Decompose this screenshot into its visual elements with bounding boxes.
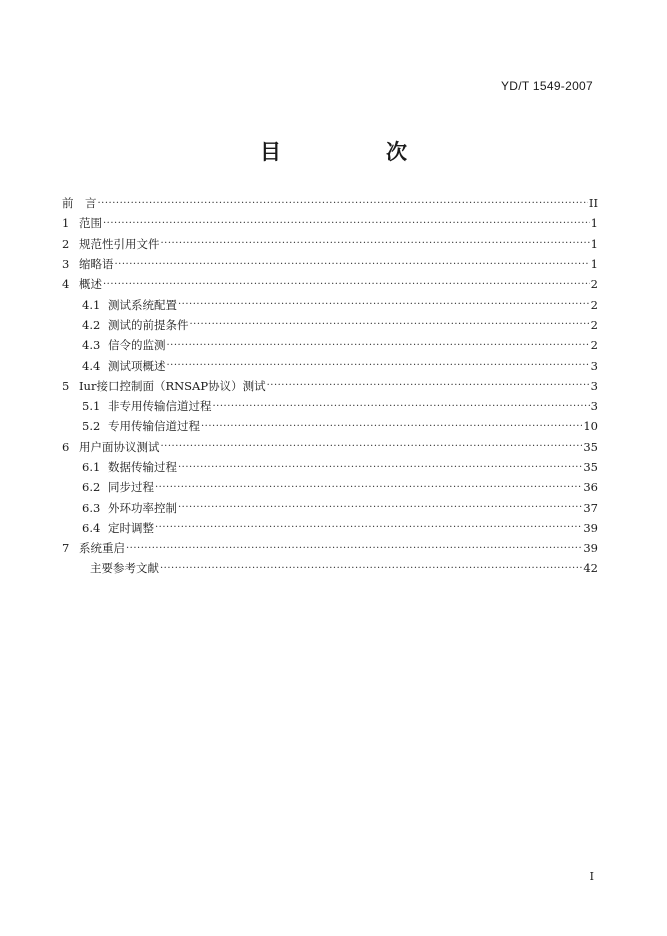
toc-entry-page: 1 [590,216,598,231]
dot-leader [178,502,582,513]
document-code: YD/T 1549-2007 [500,79,593,93]
toc-entry-number: 7 [62,541,70,556]
toc-entry-number: 4 [62,277,70,292]
page-title: 目 次 [260,140,449,164]
dot-leader [160,563,582,574]
dot-leader [103,279,590,290]
toc-entry-title: 非专用传输信道过程 [108,399,212,414]
toc-entry-number: 4.4 [82,358,101,373]
dot-leader [167,340,590,351]
toc-entry-page: 2 [590,317,598,332]
toc-entry-number: 4.3 [82,338,101,353]
toc-entry-title: 范围 [79,216,102,231]
toc-entry-title: 规范性引用文件 [79,236,160,251]
toc-entry[interactable] [62,437,598,457]
dot-leader [201,421,582,432]
toc-entry-number: 3 [62,257,70,272]
toc-entry-title: 主要参考文献 [90,561,159,576]
toc-entry[interactable] [62,376,598,396]
dot-leader [267,380,590,391]
toc-entry-number: 5.1 [82,399,101,414]
toc-entry-page: II [588,196,598,211]
toc-entry-page: 3 [590,358,598,373]
toc-entry-title: 测试的前提条件 [108,317,189,332]
dot-leader [213,401,590,412]
toc-entry-title: 信令的监测 [108,338,166,353]
toc-entry-number: 6.2 [82,480,101,495]
toc-entry-page: 35 [583,439,598,454]
toc-entry[interactable] [62,518,598,538]
toc-entry-number: 5 [62,378,70,393]
toc-entry[interactable] [62,254,598,274]
toc-entry-page: 2 [590,338,598,353]
toc-entry[interactable] [62,234,598,254]
toc-entry-title: 测试系统配置 [108,297,177,312]
dot-leader [167,360,590,371]
toc-entry[interactable] [62,396,598,416]
dot-leader [155,482,582,493]
toc-entry-page: 10 [583,419,598,434]
toc-entry-page: 35 [583,460,598,474]
toc-entry[interactable] [62,497,598,517]
dot-leader [98,198,588,209]
toc-entry-title: 缩略语 [79,257,114,272]
toc-entry-title: 外环功率控制 [108,500,177,515]
toc-entry[interactable] [62,538,598,558]
page-number: I [589,870,594,883]
toc-entry-page: 39 [583,541,598,556]
toc-entry-page: 1 [590,236,598,251]
dot-leader [126,543,582,554]
toc-entry-page: 3 [590,378,598,393]
toc-entry-title: 概述 [79,277,102,292]
table-of-contents [62,193,598,579]
toc-entry[interactable] [62,457,598,477]
toc-entry-title: Iur接口控制面（RNSAP协议）测试 [79,378,266,393]
dot-leader [161,238,590,249]
dot-leader [103,218,590,229]
toc-entry-page: 1 [590,257,598,272]
toc-entry-title: 用户面协议测试 [79,439,160,454]
dot-leader [178,299,590,310]
toc-entry-number: 6 [62,439,70,454]
toc-entry-number: 1 [62,216,70,231]
toc-entry[interactable] [62,477,598,497]
toc-entry-number: 6.3 [82,500,101,515]
toc-entry-title: 系统重启 [79,541,125,556]
toc-entry-title: 数据传输过程 [108,460,177,474]
toc-entry-page: 3 [590,399,598,414]
toc-entry[interactable] [62,315,598,335]
toc-entry-number: 4.1 [82,297,101,312]
dot-leader [190,319,590,330]
toc-entry-title: 定时调整 [108,520,154,535]
toc-entry-page: 2 [590,297,598,312]
toc-entry-page: 2 [590,277,598,292]
toc-entry[interactable] [62,213,598,233]
toc-entry[interactable] [62,416,598,436]
toc-entry[interactable] [62,193,598,213]
toc-entry[interactable] [62,294,598,314]
toc-entry-page: 39 [583,520,598,535]
toc-entry-title: 前 言 [62,196,97,211]
toc-entry-page: 36 [583,480,598,495]
toc-entry-title: 同步过程 [108,480,154,495]
dot-leader [155,522,582,533]
toc-entry-number: 4.2 [82,317,101,332]
toc-entry-page: 37 [583,500,598,515]
toc-entry-title: 测试项概述 [108,358,166,373]
dot-leader [161,441,583,452]
toc-entry[interactable] [62,274,598,294]
toc-entry-number: 5.2 [82,419,101,434]
toc-entry-title: 专用传输信道过程 [108,419,200,434]
toc-entry-page: 42 [583,561,598,576]
toc-entry[interactable] [62,355,598,375]
toc-entry[interactable] [62,335,598,355]
toc-entry-number: 2 [62,236,70,251]
toc-entry-number: 6.1 [82,460,101,474]
dot-leader [115,259,590,270]
dot-leader [178,462,582,473]
toc-entry[interactable] [62,558,598,578]
toc-entry-number: 6.4 [82,520,101,535]
